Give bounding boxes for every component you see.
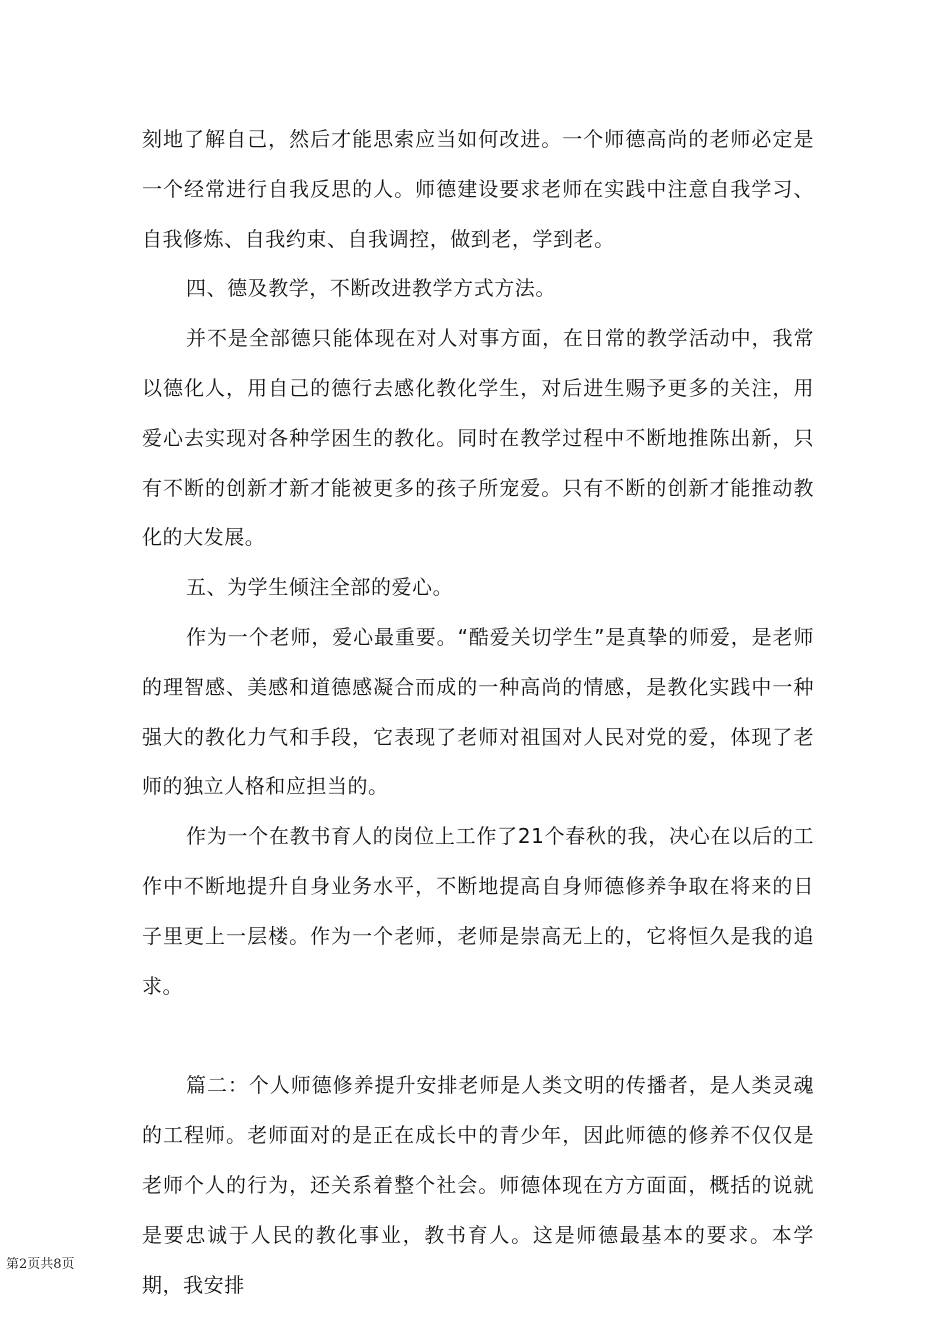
- paragraph-part-two: 篇二：个人师德修养提升安排老师是人类文明的传播者，是人类灵魂的工程师。老师面对的是正在成长中的青少年，因此师德的修养不仅仅是老师个人的行为，还关系着整个社会。师德体现在方方面面，概括的说就是要忠诚于人民的教化事业，教书育人。这是师德最基本的要求。本学期，我安排: [142, 1073, 814, 1297]
- paragraph-love-for-students: 作为一个老师，爱心最重要。“酷爱关切学生”是真挚的师爱，是老师的理智感、美感和道德感凝合而成的一种高尚的情感，是教化实践中一种强大的教化力气和手段，它表现了老师对祖国对人民对党的爱，体现了老师的独立人格和应担当的。: [142, 624, 814, 799]
- document-body: [142, 115, 814, 1310]
- section-heading-four: 四、德及教学，不断改进教学方式方法。: [186, 276, 556, 301]
- paragraph-continuation: 刻地了解自己，然后才能思索应当如何改进。一个师德高尚的老师必定是一个经常进行自我反思的人。师德建设要求老师在实践中注意自我学习、自我修炼、自我约束、自我调控，做到老，学到老。: [142, 127, 814, 251]
- paragraph-resolution: 作为一个在教书育人的岗位上工作了21个春秋的我，决心在以后的工作中不断地提升自身业务水平，不断地提高自身师德修养争取在将来的日子里更上一层楼。作为一个老师，老师是崇高无上的，它将恒久是我的追求。: [142, 824, 814, 998]
- section-heading-five: 五、为学生倾注全部的爱心。: [186, 575, 454, 600]
- page-number-footer: 第2页共8页: [6, 1257, 75, 1272]
- paragraph-teaching-virtue: 并不是全部德只能体现在对人对事方面，在日常的教学活动中，我常以德化人，用自己的德行去感化教化学生，对后进生赐予更多的关注，用爱心去实现对各种学困生的教化。同时在教学过程中不断地推陈出新，只有不断的创新才新才能被更多的孩子所宠爱。只有不断的创新才能推动教化的大发展。: [142, 326, 814, 550]
- paragraph-gap: [142, 1011, 814, 1061]
